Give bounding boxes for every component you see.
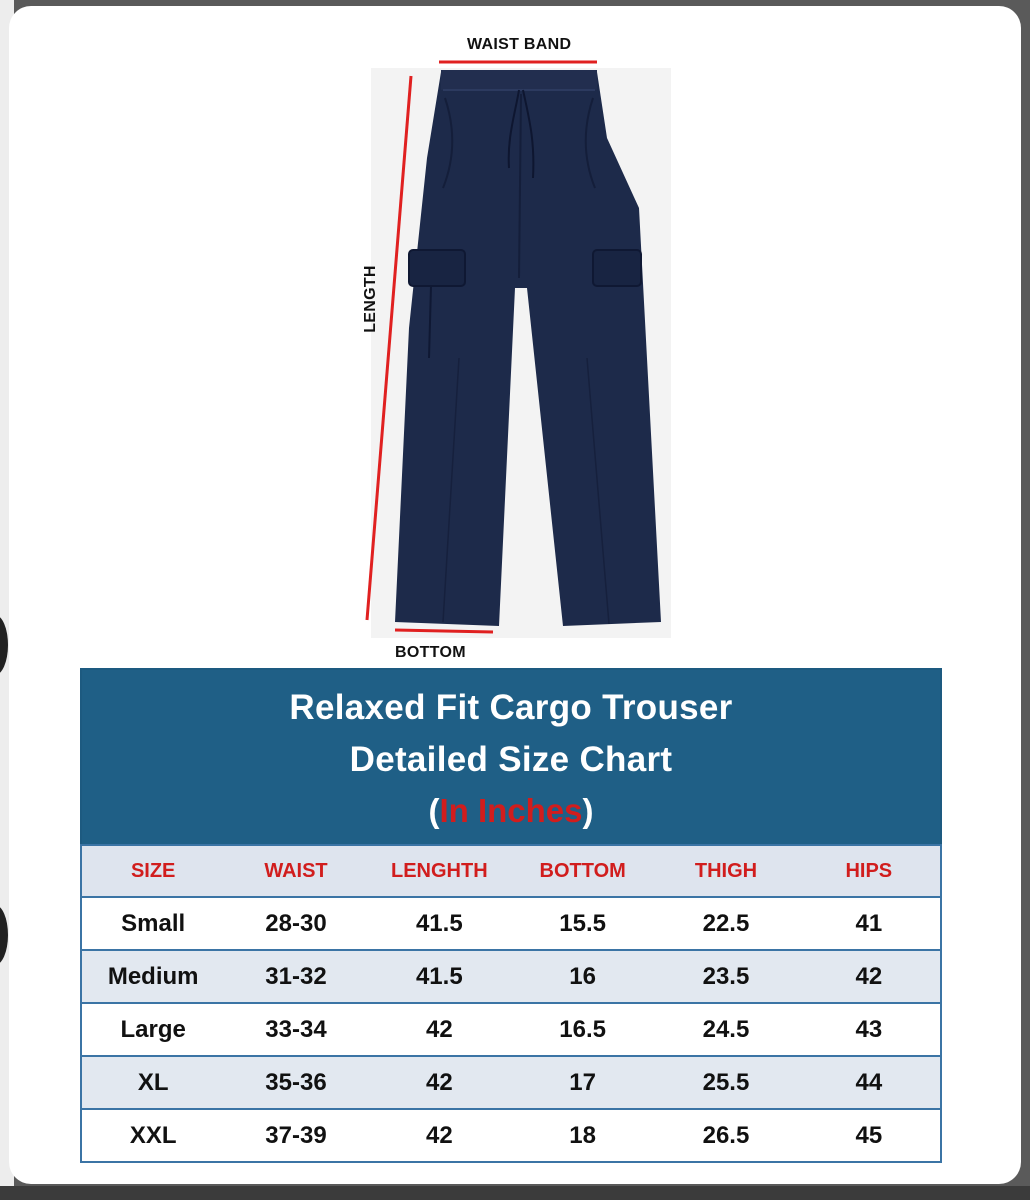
size-chart-unit: (In Inches) xyxy=(428,792,594,829)
table-cell: 42 xyxy=(368,1109,511,1162)
size-chart-header xyxy=(80,668,942,844)
table-cell: 37-39 xyxy=(224,1109,367,1162)
size-chart xyxy=(80,668,942,1163)
table-cell: XXL xyxy=(81,1109,224,1162)
right-cargo-pocket-flap xyxy=(593,250,641,286)
table-cell: XL xyxy=(81,1056,224,1109)
background-fragment xyxy=(0,615,8,675)
background-bottom-strip xyxy=(0,1186,1030,1200)
column-header: THIGH xyxy=(654,845,797,897)
table-cell: Large xyxy=(81,1003,224,1056)
table-cell: 25.5 xyxy=(654,1056,797,1109)
table-row xyxy=(81,950,941,1003)
table-cell: Small xyxy=(81,897,224,950)
size-chart-subtitle: Detailed Size Chart xyxy=(349,740,673,779)
table-row xyxy=(81,1056,941,1109)
trouser-shape xyxy=(395,72,661,626)
column-header: SIZE xyxy=(81,845,224,897)
background-fragment xyxy=(0,905,8,965)
table-cell: 28-30 xyxy=(224,897,367,950)
size-chart-title: Relaxed Fit Cargo Trouser xyxy=(289,688,733,727)
table-cell: 22.5 xyxy=(654,897,797,950)
table-cell: 35-36 xyxy=(224,1056,367,1109)
table-row xyxy=(81,897,941,950)
table-cell: 24.5 xyxy=(654,1003,797,1056)
left-cargo-pocket-flap xyxy=(409,250,465,286)
table-cell: 42 xyxy=(368,1003,511,1056)
bottom-label: BOTTOM xyxy=(395,644,466,661)
column-header: HIPS xyxy=(798,845,941,897)
trouser-waistband xyxy=(441,70,597,90)
table-cell: 42 xyxy=(368,1056,511,1109)
table-row xyxy=(81,1003,941,1056)
table-cell: 43 xyxy=(798,1003,941,1056)
length-label: LENGTH xyxy=(362,265,379,333)
unit-text: In Inches xyxy=(439,792,583,829)
bottom-measure-line xyxy=(395,630,493,632)
table-cell: 31-32 xyxy=(224,950,367,1003)
table-cell: 23.5 xyxy=(654,950,797,1003)
table-header-row xyxy=(81,845,941,897)
column-header: BOTTOM xyxy=(511,845,654,897)
table-cell: 15.5 xyxy=(511,897,654,950)
cargo-trouser-illustration xyxy=(339,28,699,668)
table-cell: 16 xyxy=(511,950,654,1003)
product-measurement-diagram xyxy=(339,28,699,668)
image-viewer-modal xyxy=(9,6,1021,1184)
table-cell: 42 xyxy=(798,950,941,1003)
column-header: WAIST xyxy=(224,845,367,897)
table-cell: 33-34 xyxy=(224,1003,367,1056)
waist-band-label: WAIST BAND xyxy=(467,36,572,53)
column-header: LENGHTH xyxy=(368,845,511,897)
table-cell: 41.5 xyxy=(368,897,511,950)
table-cell: 45 xyxy=(798,1109,941,1162)
table-cell: Medium xyxy=(81,950,224,1003)
table-row xyxy=(81,1109,941,1162)
table-cell: 18 xyxy=(511,1109,654,1162)
size-table xyxy=(80,844,942,1163)
table-cell: 17 xyxy=(511,1056,654,1109)
table-cell: 26.5 xyxy=(654,1109,797,1162)
table-cell: 44 xyxy=(798,1056,941,1109)
table-cell: 16.5 xyxy=(511,1003,654,1056)
table-cell: 41 xyxy=(798,897,941,950)
table-cell: 41.5 xyxy=(368,950,511,1003)
